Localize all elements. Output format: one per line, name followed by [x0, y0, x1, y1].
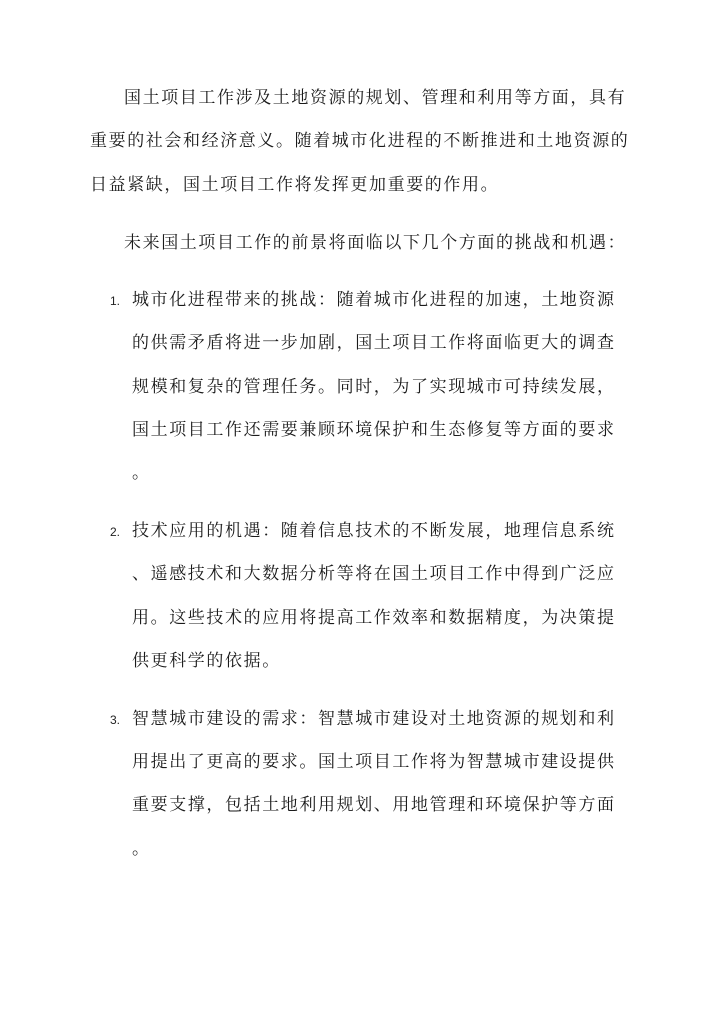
list-line: 用提出了更高的要求。国土项目工作将为智慧城市建设提供: [132, 752, 616, 772]
list-line: 。: [132, 463, 151, 483]
list-line: 重要支撑，包括土地利用规划、用地管理和环境保护等方面: [132, 795, 616, 815]
list-line: 国土项目工作还需要兼顾环境保护和生态修复等方面的要求: [132, 420, 616, 440]
list-line: 供更科学的依据。: [132, 651, 281, 671]
list-line: 智慧城市建设的需求：智慧城市建设对土地资源的规划和利: [132, 709, 616, 729]
paragraph-line: 国土项目工作涉及土地资源的规划、管理和利用等方面，具有: [124, 88, 627, 108]
list-line: 。: [132, 839, 151, 859]
list-line: 、遥感技术和大数据分析等将在国土项目工作中得到广泛应: [132, 564, 616, 584]
paragraph-line: 未来国土项目工作的前景将面临以下几个方面的挑战和机遇：: [124, 233, 627, 253]
list-line: 用。这些技术的应用将提高工作效率和数据精度，为决策提: [132, 608, 616, 628]
list-line: 的供需矛盾将进一步加剧，国土项目工作将面临更大的调查: [132, 333, 616, 353]
list-number: 3.: [110, 713, 121, 727]
list-line: 规模和复杂的管理任务。同时，为了实现城市可持续发展，: [132, 377, 616, 397]
list-line: 城市化进程带来的挑战：随着城市化进程的加速，土地资源: [132, 290, 616, 310]
list-line: 技术应用的机遇：随着信息技术的不断发展，地理信息系统: [132, 521, 616, 541]
list-number: 2.: [110, 525, 121, 539]
list-number: 1.: [110, 294, 121, 308]
paragraph-line: 日益紧缺，国土项目工作将发挥更加重要的作用。: [90, 175, 500, 195]
paragraph-line: 重要的社会和经济意义。随着城市化进程的不断推进和土地资源的: [90, 131, 630, 151]
